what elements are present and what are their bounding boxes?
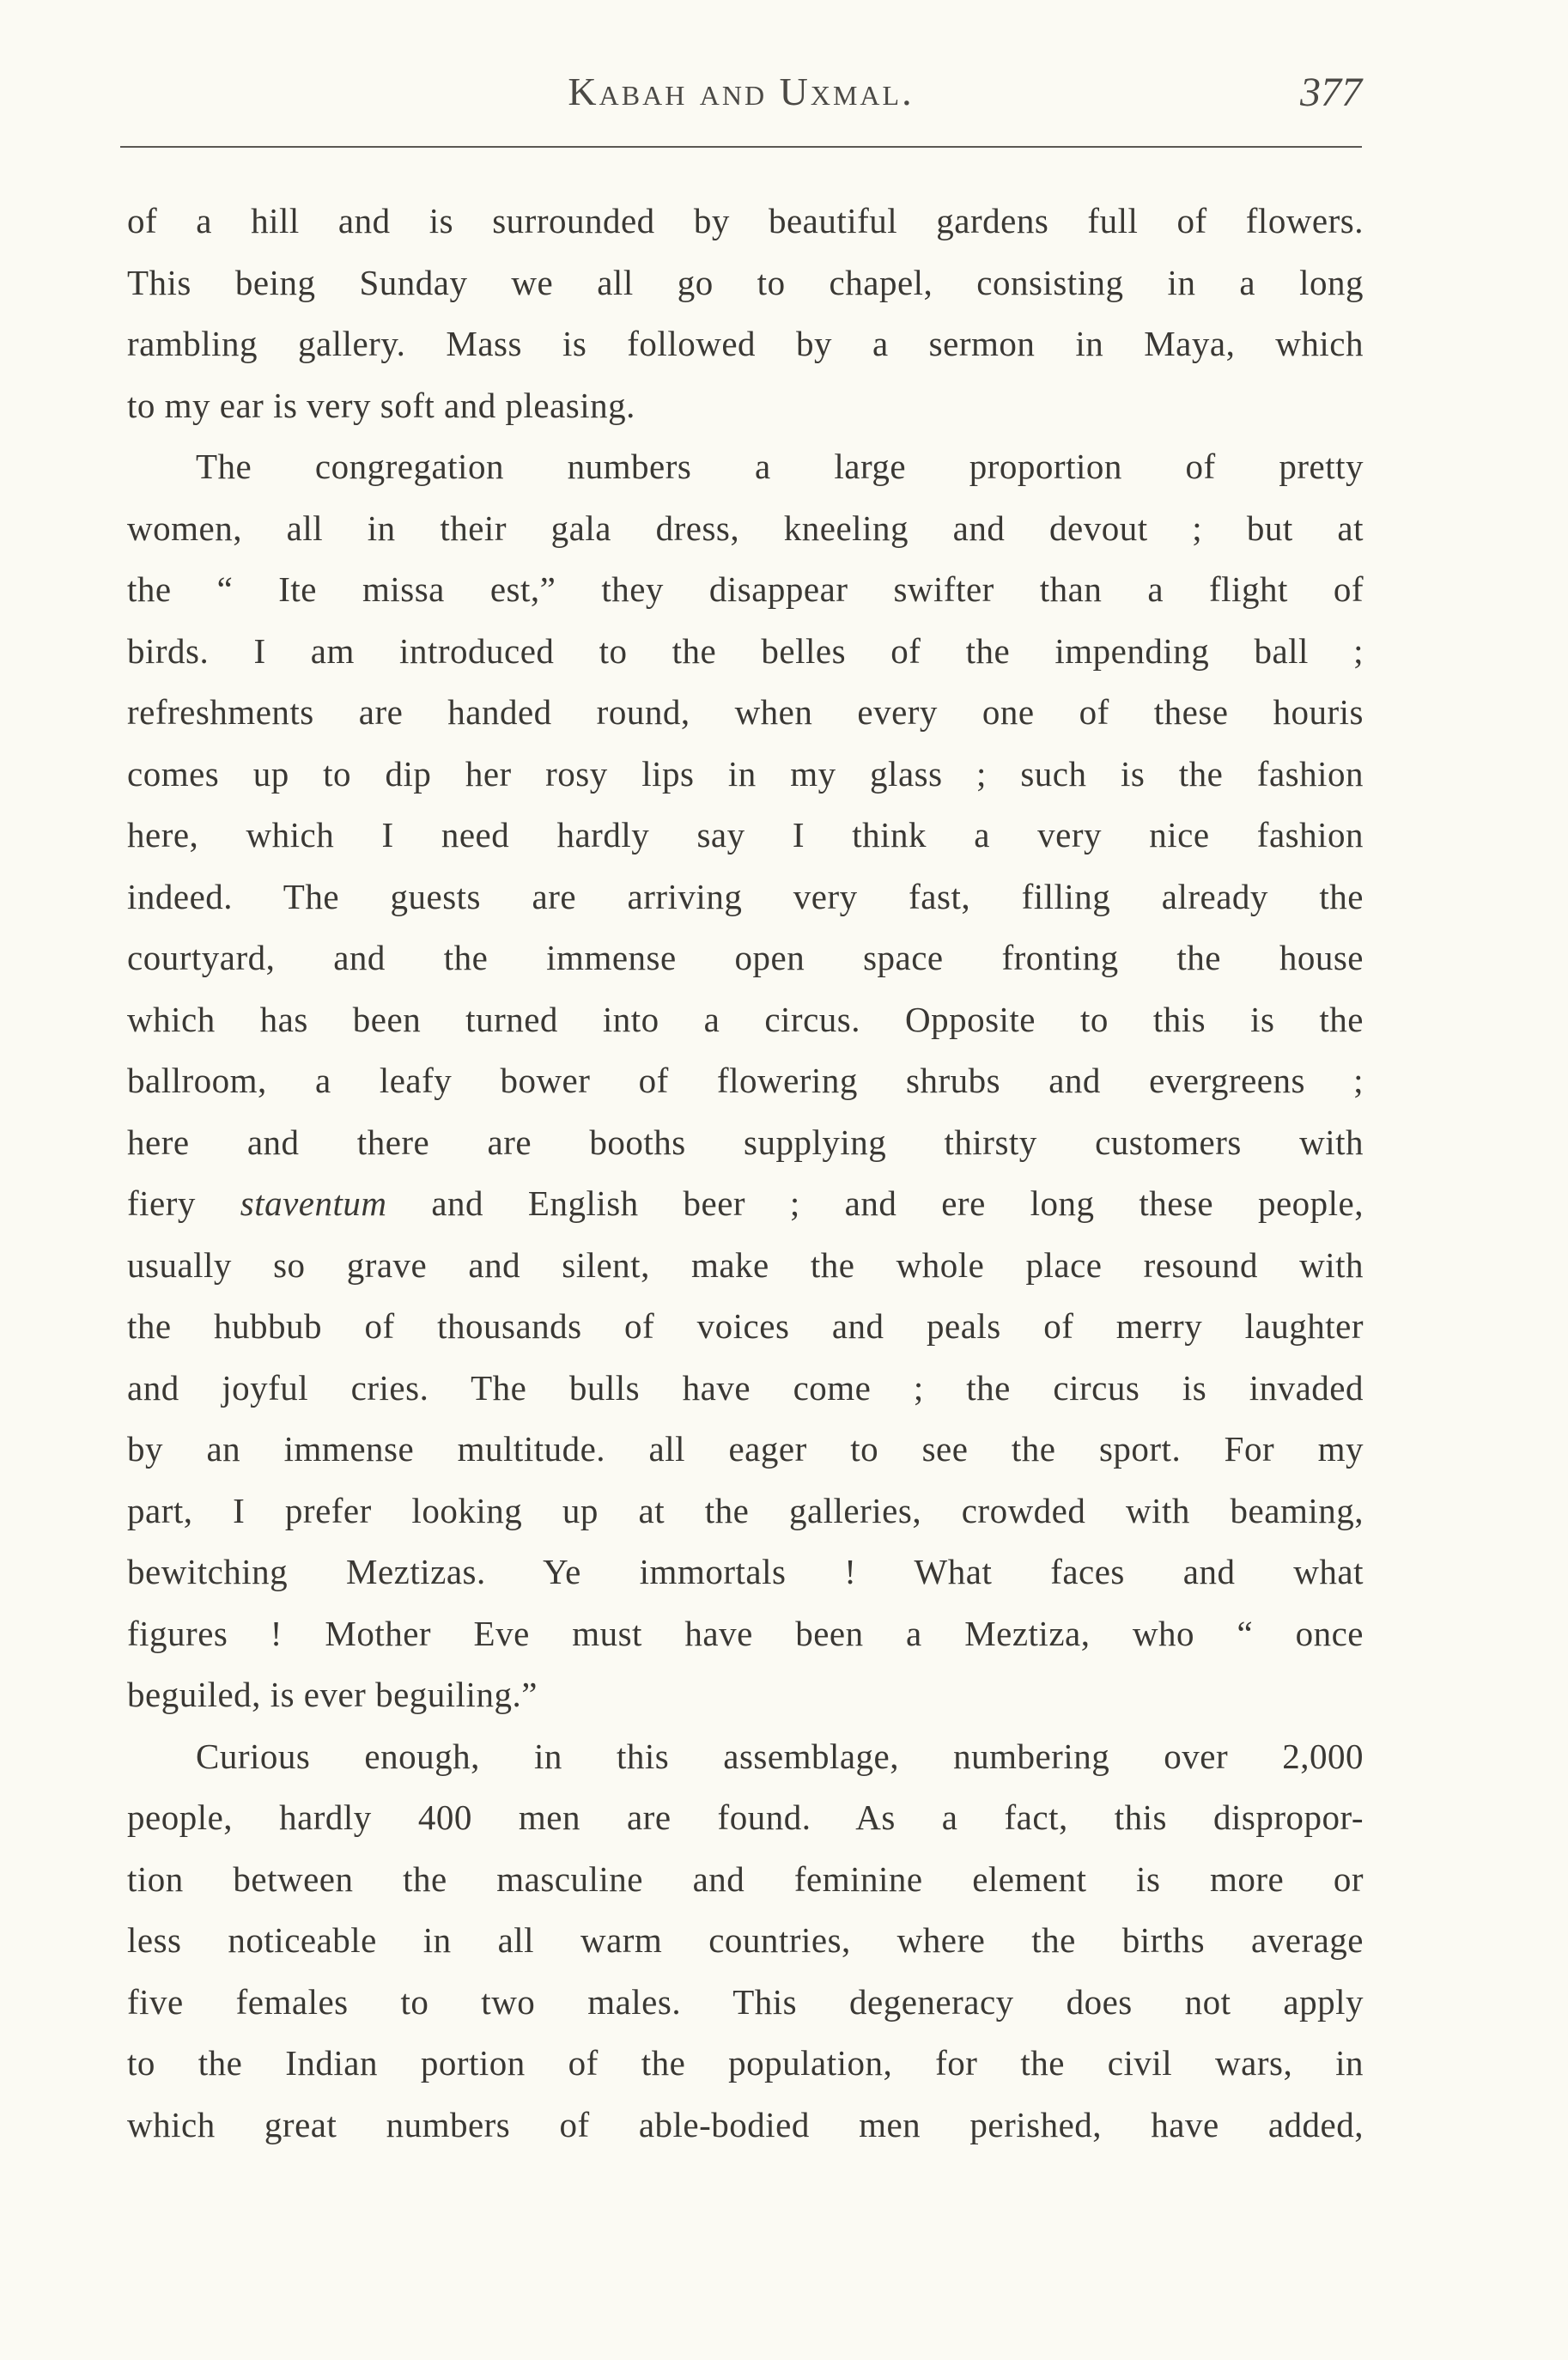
text-line: people, hardly 400 men are found. As a fact, this dispropor- xyxy=(127,1797,1364,1837)
text-line: bewitching Meztizas. Ye immortals ! What faces and what xyxy=(127,1552,1364,1591)
text-segment: fiery xyxy=(127,1183,240,1223)
running-head xyxy=(120,69,1362,129)
text-line: the hubbub of thousands of voices and peals of merry laughter xyxy=(127,1306,1364,1346)
text-line: refreshments are handed round, when every one of these houris xyxy=(127,692,1364,732)
text-line: which great numbers of able-bodied men perished, have added, xyxy=(127,2104,1364,2144)
text-line: by an immense multitude. all eager to see the sport. For my xyxy=(127,1429,1364,1469)
text-line: and joyful cries. The bulls have come ; the circus is invaded xyxy=(127,1367,1364,1408)
text-line: here and there are booths supplying thirsty customers with xyxy=(127,1122,1364,1162)
text-line: to the Indian portion of the population, for the civil wars, in xyxy=(127,2043,1364,2083)
header-rule xyxy=(120,146,1362,148)
text-line: women, all in their gala dress, kneeling and devout ; but at xyxy=(127,508,1364,548)
text-line: comes up to dip her rosy lips in my glass ; such is the fashion xyxy=(127,753,1364,794)
text-line: birds. I am introduced to the belles of the impending ball ; xyxy=(127,630,1364,671)
text-line: The congregation numbers a large proportion of pretty xyxy=(196,447,1364,486)
text-line xyxy=(127,1173,1364,1235)
text-line: tion between the masculine and feminine element is more or xyxy=(127,1858,1364,1899)
text-line: figures ! Mother Eve must have been a Meztiza, who “ once xyxy=(127,1613,1364,1653)
text-line: beguiled, is ever beguiling.” xyxy=(127,1675,538,1714)
text-line: rambling gallery. Mass is followed by a sermon in Maya, which xyxy=(127,324,1364,363)
text-line: Curious enough, in this assemblage, numbering over 2,000 xyxy=(196,1736,1364,1776)
text-line: indeed. The guests are arriving very fast, filling already the xyxy=(127,876,1364,916)
text-line: usually so grave and silent, make the whole place resound with xyxy=(127,1244,1364,1285)
text-line: less noticeable in all warm countries, where the births average xyxy=(127,1920,1364,1960)
text-line: the “ Ite missa est,” they disappear swifter than a flight of xyxy=(127,569,1364,609)
text-line: ballroom, a leafy bower of flowering shrubs and evergreens ; xyxy=(127,1061,1364,1100)
italic-term: staventum xyxy=(240,1183,387,1223)
text-line: to my ear is very soft and pleasing. xyxy=(127,385,635,425)
text-segment: and English beer ; and ere long these people, xyxy=(386,1183,1364,1223)
text-line: part, I prefer looking up at the galleries, crowded with beaming, xyxy=(127,1490,1364,1530)
body-text xyxy=(127,191,1364,2156)
text-line: of a hill and is surrounded by beautiful gardens full of flowers. xyxy=(127,201,1364,240)
text-line: courtyard, and the immense open space fronting the house xyxy=(127,938,1364,977)
text-line: which has been turned into a circus. Opposite to this is the xyxy=(127,999,1364,1039)
text-line: here, which I need hardly say I think a very nice fashion xyxy=(127,815,1364,855)
page-number: 377 xyxy=(1300,70,1362,115)
chapter-title: Kabah and Uxmal. xyxy=(568,70,915,113)
text-line: five females to two males. This degeneracy does not apply xyxy=(127,1981,1364,2022)
text-line: This being Sunday we all go to chapel, consisting in a long xyxy=(127,262,1364,302)
